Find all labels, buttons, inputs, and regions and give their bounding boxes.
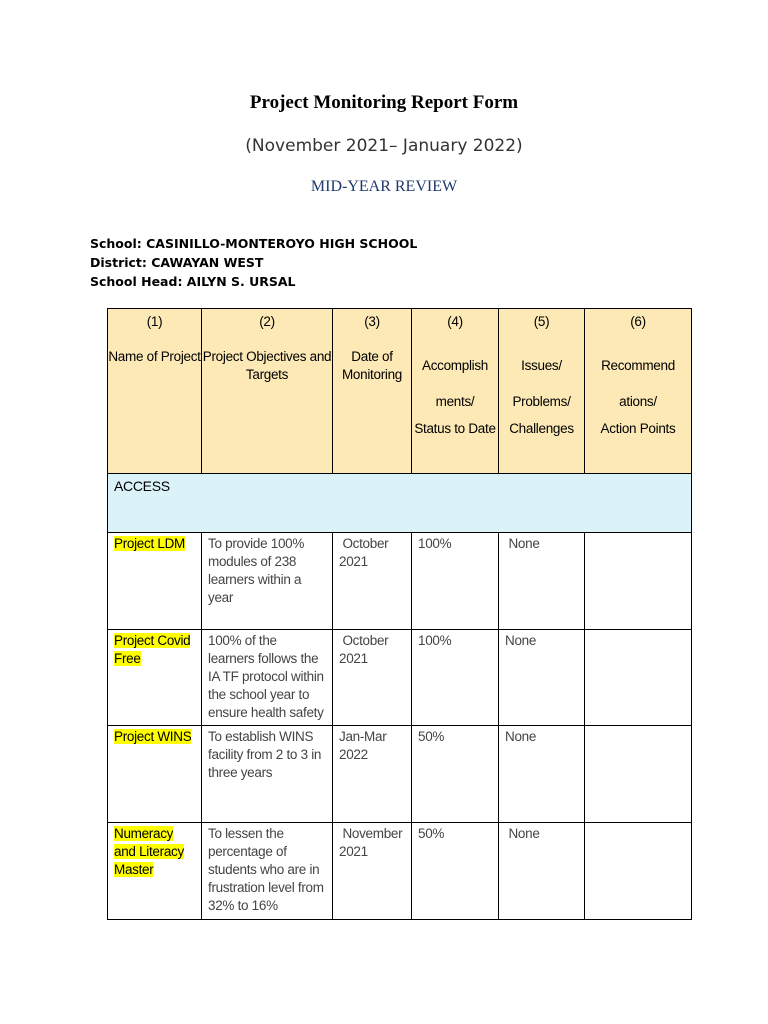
project-name: Project LDM: [114, 536, 185, 551]
reporting-period: (November 2021– January 2022): [245, 136, 523, 156]
table-header-row: [108, 309, 692, 474]
project-name: Project Covid Free: [114, 633, 191, 666]
monitoring-table: [107, 308, 692, 920]
status-cell: 50%: [412, 823, 499, 920]
objective-cell: To establish WINS facility from 2 to 3 in three years: [202, 726, 333, 823]
table-row: [108, 533, 692, 630]
header-accomplishments: (4) Accomplish ments/ Status to Date: [412, 309, 499, 474]
review-heading: MID-YEAR REVIEW: [310, 178, 458, 195]
date-cell: October 2021: [333, 533, 412, 630]
date-cell: Jan-Mar 2022: [333, 726, 412, 823]
header-date: (3) Date of Monitoring: [333, 309, 412, 474]
table-row: [108, 630, 692, 726]
document-title: Project Monitoring Report Form: [249, 92, 519, 113]
objective-cell: To provide 100% modules of 238 learners within a year: [202, 533, 333, 630]
objective-cell: To lessen the percentage of students who are in frustration level from 32% to 16%: [202, 823, 333, 920]
project-name: Project WINS: [114, 729, 192, 744]
action-cell: [585, 823, 692, 920]
project-name: Numeracy and Literacy Master: [114, 826, 184, 877]
status-cell: 50%: [412, 726, 499, 823]
district-line: District: CAWAYAN WEST: [90, 255, 264, 270]
school-head-line: School Head: AILYN S. URSAL: [90, 274, 296, 289]
issues-cell: None: [499, 726, 585, 823]
date-cell: October 2021: [333, 630, 412, 726]
header-recommendations: (6) Recommend ations/ Action Points: [585, 309, 692, 474]
table-row: [108, 823, 692, 920]
table-row: [108, 726, 692, 823]
status-cell: 100%: [412, 533, 499, 630]
header-issues: (5) Issues/ Problems/ Challenges: [499, 309, 585, 474]
action-cell: [585, 533, 692, 630]
school-info: [90, 234, 417, 291]
header-name-of-project: (1) Name of Project: [108, 309, 202, 474]
action-cell: [585, 726, 692, 823]
date-cell: November 2021: [333, 823, 412, 920]
issues-cell: None: [499, 630, 585, 726]
header-objectives: (2) Project Objectives and Targets: [202, 309, 333, 474]
objective-cell: 100% of the learners follows the IA TF protocol within the school year to ensure health safety: [202, 630, 333, 726]
issues-cell: None: [499, 823, 585, 920]
status-cell: 100%: [412, 630, 499, 726]
issues-cell: None: [499, 533, 585, 630]
action-cell: [585, 630, 692, 726]
school-line: School: CASINILLO-MONTEROYO HIGH SCHOOL: [90, 236, 418, 251]
section-row: [108, 474, 692, 533]
section-label: ACCESS: [108, 474, 692, 533]
